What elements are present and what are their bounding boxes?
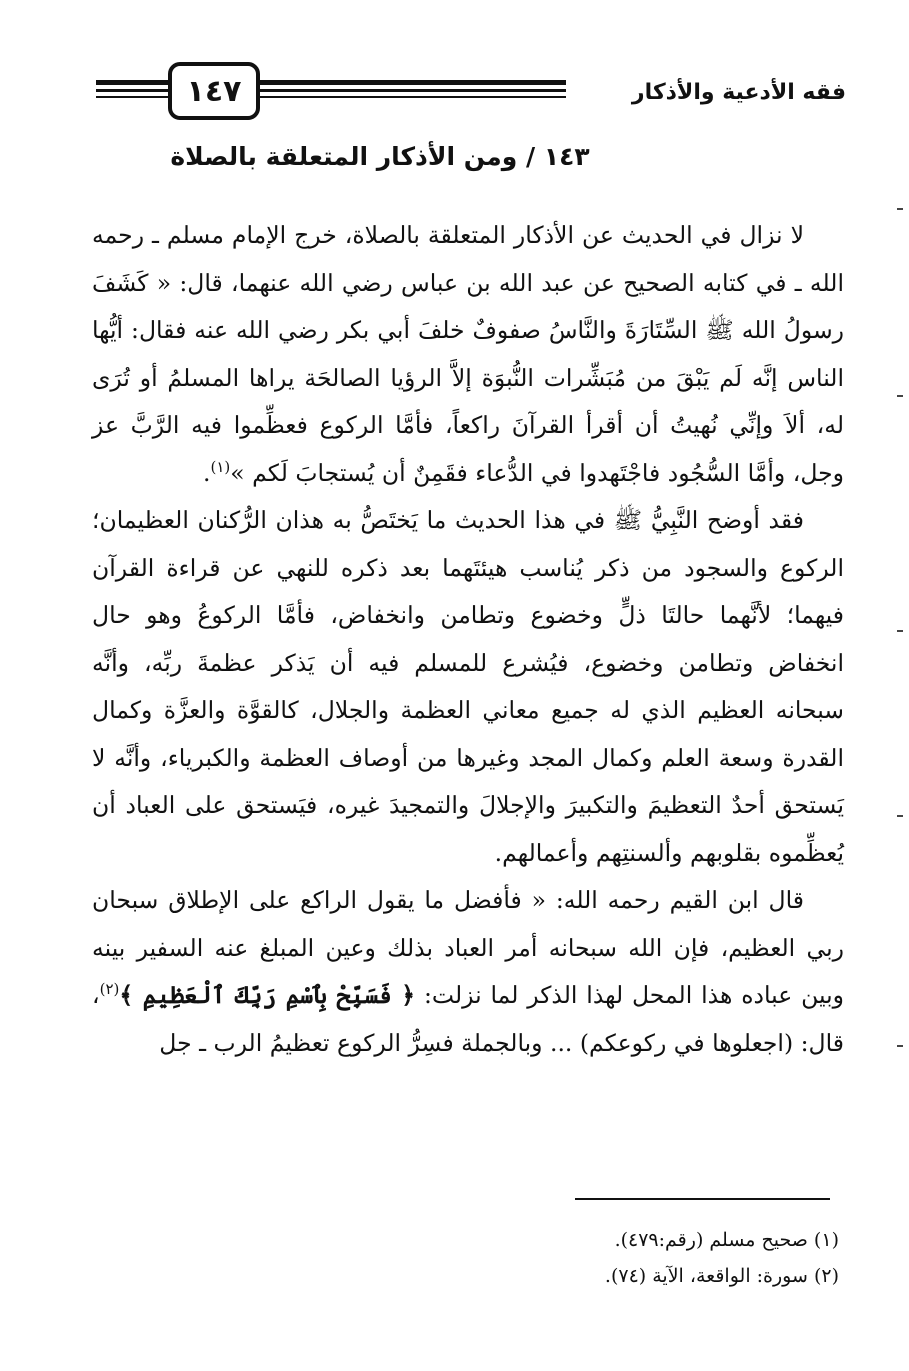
paragraph-3 [92, 877, 844, 1067]
paragraph-1: لا نزال في الحديث عن الأذكار المتعلقة بالصلاة، خرج الإمام مسلم ـ رحمه الله ـ في كتابه الصحيح عن عبد الله بن عباس رضي الله عنهما، قال: « كَشَفَ رسولُ الله ﷺ السِّتَارَةَ والنَّاسُ صفوفٌ خلفَ أبي بكر رضي الله عنه فقال: أيُّها الناس إنَّه لَم يَبْقَ من مُبَشِّرات النُّبوَة إلاَّ الرؤيا الصالحَة يراها المسلمُ أو تُرَى له، ألاَ وإنِّي نُهيتُ أن أقرأ القرآنَ راكعاً، فأمَّا الركوع فعظِّموا فيه الرَّبَّ عز وجل، وأمَّا السُّجُود فاجْتَهدوا في الدُّعاء فقَمِنٌ أن يُستجابَ لَكم »$^{(١)}$. [92, 221, 844, 487]
section-title: ١٤٣ / ومن الأذكار المتعلقة بالصلاة [170, 142, 590, 171]
footnote-separator [575, 1198, 830, 1200]
paragraph-2: فقد أوضح النَّبِيُّ ﷺ في هذا الحديث ما يَختَصُّ به هذان الرُّكنان العظيمان؛ الركوع والسجود من ذكر يُناسب هيئتَهما بعد ذكره للنهي عن قراءة القرآن فيهما؛ لأنَّهما حالتَا ذلٍّ وخضوع وتطامن وانخفاض، فأمَّا الركوعُ وهو حال انخفاض وتطامن وخضوع، فيُشرع للمسلم فيه أن يَذكر عظمةَ ربِّه، وأنَّه سبحانه العظيم الذي له جميع معاني العظمة والجلال، كالقوَّة والعزَّة وكمال القدرة وسعة العلم وكمال المجد وغيرها من أوصاف العظمة والكبرياء، وأنَّه لا يَستحق أحدٌ التعظيمَ والتكبيرَ والإجلالَ والتمجيدَ غيره، فيَستحق على العباد أن يُعظِّموه بقلوبهم وألسنتِهم وأعمالهم. [92, 506, 844, 867]
margin-mark [897, 1045, 903, 1047]
page-number: ١٤٧ [168, 62, 260, 120]
body-text [92, 212, 844, 1067]
footnotes [339, 1222, 839, 1294]
margin-mark [897, 395, 903, 397]
header-rule [96, 80, 566, 85]
footnote-ref-2: (٢) [99, 980, 120, 999]
footnote-2: (٢) سورة: الواقعة، الآية (٧٤). [604, 1265, 839, 1287]
paragraph-3-text-b: ، قال: (اجعلوها في ركوعكم) ... وبالجملة فسِرُّ الركوع تعظيمُ الرب ـ جل [92, 981, 844, 1057]
footnote-ref-1: (١) [210, 457, 231, 476]
paragraph-1-text: لا نزال في الحديث عن الأذكار المتعلقة بالصلاة، خرج الإمام مسلم ـ رحمه الله ـ في كتابه الصحيح عن عبد الله بن عباس رضي الله عنهما، قال: « كَشَفَ رسولُ الله ﷺ السِّتَارَةَ والنَّاسُ صفوفٌ خلفَ أبي بكر رضي الله عنه فقال: أيُّها الناس إنَّه لَم يَبْقَ من مُبَشِّرات النُّبوَة إلاَّ الرؤيا الصالحَة يراها المسلمُ أو تُرَى له، ألاَ وإنِّي نُهيتُ أن أقرأ القرآنَ راكعاً، فأمَّا الركوع فعظِّموا فيه الرَّبَّ عز وجل، وأمَّا السُّجُود فاجْتَهدوا في الدُّعاء فقَمِنٌ أن يُستجابَ لَكم » [92, 221, 844, 487]
margin-mark [897, 815, 903, 817]
paragraph-3-text-a: قال ابن القيم رحمه الله: « فأفضل ما يقول الراكع على الإطلاق سبحان ربي العظيم، فإن الله سبحانه أمر العباد بذلك وعين المبلغ عنه السفير بينه وبين عباده هذا المحل لهذا الذكر لما نزلت: [92, 886, 845, 1009]
quran-verse: ﴿ فَسَبِّحْ بِٱسْمِ رَبِّكَ ٱلْعَظِيمِ ﴾ [119, 981, 416, 1009]
book-title: فقه الأدعية والأذكار [631, 80, 846, 105]
header-rule [96, 89, 566, 92]
margin-mark [897, 630, 903, 632]
page-header [96, 58, 856, 128]
footnote-1: (١) صحيح مسلم (رقم:٤٧٩). [614, 1229, 839, 1251]
header-rule [96, 96, 566, 98]
margin-mark [897, 208, 903, 210]
